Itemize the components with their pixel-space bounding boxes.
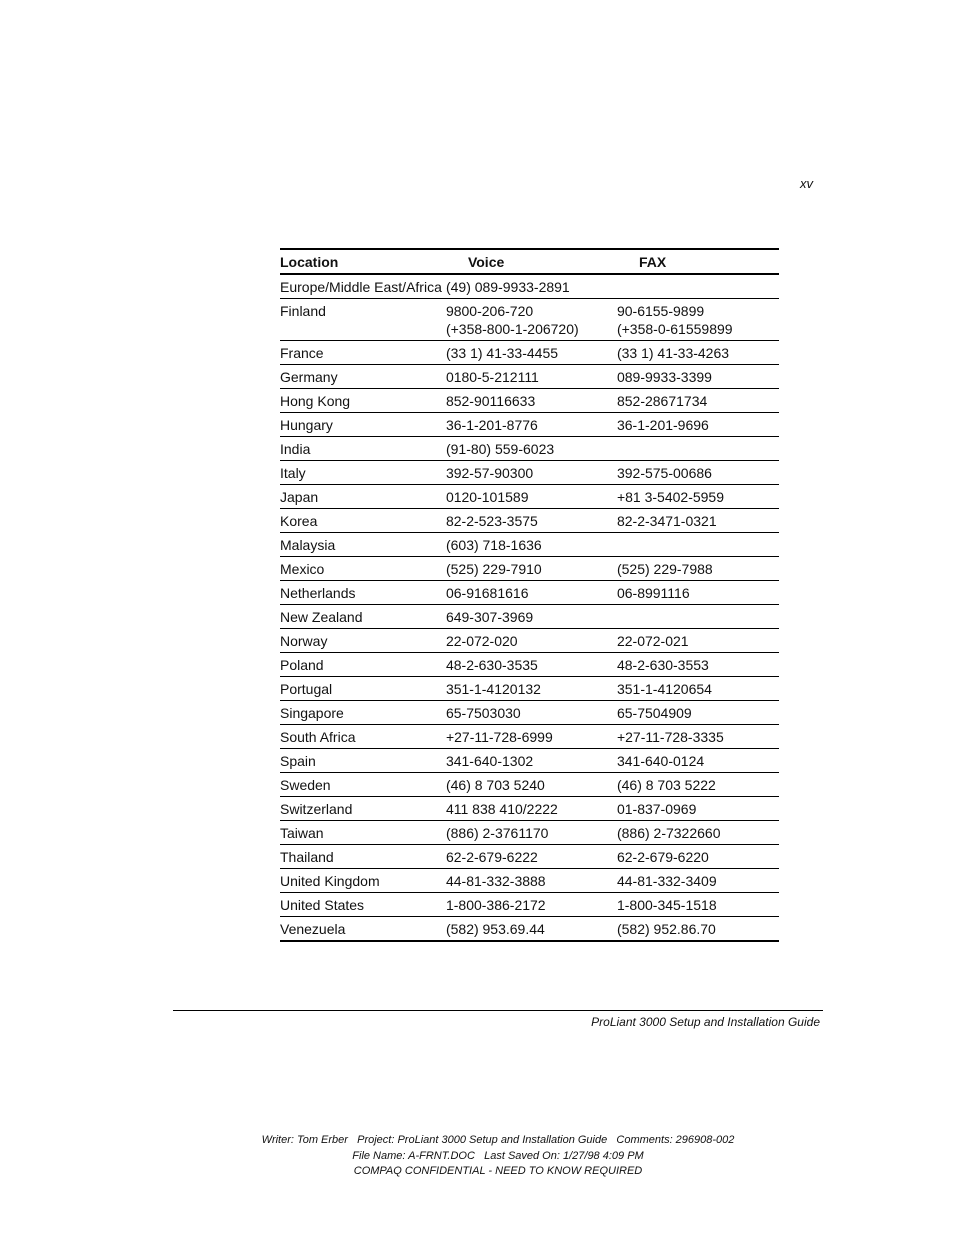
cell-location: Hungary (280, 413, 446, 437)
cell-fax (617, 917, 779, 942)
page-number: xv (800, 176, 813, 191)
table-row (280, 845, 779, 869)
fax-number: (46) 8 703 5222 (616, 777, 716, 793)
table-row (280, 821, 779, 845)
cell-fax (617, 677, 779, 701)
table-row (280, 389, 779, 413)
cell-voice (446, 749, 617, 773)
cell-location: India (280, 437, 446, 461)
cell-voice (446, 725, 617, 749)
cell-location: Mexico (280, 557, 446, 581)
table-row (280, 917, 779, 942)
cell-voice (446, 797, 617, 821)
contact-table (280, 248, 779, 942)
voice-number: (582) 953.69.44 (445, 921, 545, 937)
cell-location: Hong Kong (280, 389, 446, 413)
table-row (280, 461, 779, 485)
fax-number: 351-1-4120654 (616, 681, 712, 697)
table-row (280, 274, 779, 299)
meta-line-confidential: COMPAQ CONFIDENTIAL - NEED TO KNOW REQUIRED (353, 1165, 643, 1177)
cell-voice (446, 629, 617, 653)
footer-title: ProLiant 3000 Setup and Installation Guide (591, 1015, 820, 1029)
cell-voice (446, 341, 617, 365)
cell-voice (446, 365, 617, 389)
cell-fax (617, 389, 779, 413)
cell-fax (617, 605, 779, 629)
cell-location: United Kingdom (280, 869, 446, 893)
cell-location: Netherlands (280, 581, 446, 605)
table-row (280, 629, 779, 653)
fax-number: (886) 2-7322660 (616, 825, 721, 841)
table-row (280, 437, 779, 461)
voice-number: 411 838 410/2222 (445, 801, 558, 817)
voice-number: 1-800-386-2172 (445, 897, 546, 913)
fax-number: 852-28671734 (616, 393, 708, 409)
cell-location: South Africa (280, 725, 446, 749)
cell-voice (446, 389, 617, 413)
cell-location: Singapore (280, 701, 446, 725)
cell-voice (446, 485, 617, 509)
cell-location: Italy (280, 461, 446, 485)
voice-number: (49) 089-9933-2891 (445, 279, 570, 295)
table-row (280, 749, 779, 773)
voice-number: 06-91681616 (445, 585, 529, 601)
voice-number: (46) 8 703 5240 (445, 777, 545, 793)
cell-fax (617, 509, 779, 533)
voice-number: (603) 718-1636 (445, 537, 542, 553)
cell-location: Japan (280, 485, 446, 509)
voice-number: 341-640-1302 (445, 753, 534, 769)
voice-number: 65-7503030 (445, 705, 521, 721)
fax-number: 82-2-3471-0321 (616, 513, 717, 529)
table-row (280, 653, 779, 677)
cell-fax (617, 413, 779, 437)
cell-fax (617, 821, 779, 845)
table-row (280, 677, 779, 701)
voice-number: 649-307-3969 (445, 609, 534, 625)
cell-fax (617, 893, 779, 917)
fax-number: +81 3-5402-5959 (616, 489, 725, 505)
fax-number: 62-2-679-6220 (616, 849, 709, 865)
cell-voice (446, 437, 617, 461)
fax-number: 44-81-332-3409 (616, 873, 717, 889)
cell-location: Portugal (280, 677, 446, 701)
table-row (280, 365, 779, 389)
cell-location: United States (280, 893, 446, 917)
fax-number: 90-6155-9899 (616, 303, 705, 319)
meta-line-writer: Writer: Tom Erber Project: ProLiant 3000 Setup and Installation Guide Comments: 296908-002 (261, 1134, 735, 1146)
fax-number: 089-9933-3399 (616, 369, 712, 385)
table-row (280, 509, 779, 533)
cell-voice (446, 461, 617, 485)
cell-fax (617, 437, 779, 461)
voice-number: 392-57-90300 (445, 465, 534, 481)
cell-fax (617, 797, 779, 821)
table-row (280, 797, 779, 821)
cell-fax (617, 533, 779, 557)
table-row (280, 605, 779, 629)
cell-location: Europe/Middle East/Africa (280, 279, 442, 295)
cell-voice (446, 677, 617, 701)
cell-voice (446, 299, 617, 341)
table-row (280, 341, 779, 365)
cell-fax (617, 557, 779, 581)
cell-voice (446, 413, 617, 437)
fax-number: (33 1) 41-33-4263 (616, 345, 730, 361)
cell-fax (617, 365, 779, 389)
cell-voice (446, 845, 617, 869)
fax-number: 01-837-0969 (616, 801, 697, 817)
fax-number: 36-1-201-9696 (616, 417, 709, 433)
header-voice: Voice (446, 249, 617, 274)
cell-location: Malaysia (280, 533, 446, 557)
cell-location: Poland (280, 653, 446, 677)
table-row (280, 893, 779, 917)
cell-voice (446, 821, 617, 845)
fax-number: (582) 952.86.70 (616, 921, 716, 937)
cell-fax (617, 701, 779, 725)
cell-location: Taiwan (280, 821, 446, 845)
cell-location: Korea (280, 509, 446, 533)
cell-location: Sweden (280, 773, 446, 797)
fax-number: 22-072-021 (616, 633, 689, 649)
table-header-row (280, 249, 779, 274)
cell-voice (446, 557, 617, 581)
cell-voice (446, 274, 617, 299)
footer-rule (173, 1010, 823, 1011)
voice-number: 0120-101589 (445, 489, 529, 505)
table-row (280, 581, 779, 605)
fax-number: 392-575-00686 (616, 465, 712, 481)
header-fax: FAX (617, 249, 779, 274)
voice-number: +27-11-728-6999 (445, 729, 553, 745)
cell-fax (617, 869, 779, 893)
fax-number: 48-2-630-3553 (616, 657, 709, 673)
fax-number: 1-800-345-1518 (616, 897, 717, 913)
voice-number: (33 1) 41-33-4455 (445, 345, 559, 361)
cell-fax (617, 341, 779, 365)
voice-number: (525) 229-7910 (445, 561, 542, 577)
cell-location: Thailand (280, 845, 446, 869)
voice-number: 351-1-4120132 (445, 681, 541, 697)
cell-voice (446, 581, 617, 605)
fax-number: +27-11-728-3335 (616, 729, 724, 745)
cell-fax (617, 749, 779, 773)
cell-fax (617, 274, 779, 299)
document-metadata (173, 1133, 823, 1180)
table-row (280, 725, 779, 749)
cell-fax (617, 629, 779, 653)
table-row (280, 557, 779, 581)
meta-line-file: File Name: A-FRNT.DOC Last Saved On: 1/27/98 4:09 PM (352, 1149, 644, 1162)
fax-number: 341-640-0124 (616, 753, 705, 769)
voice-number: 9800-206-720 (445, 303, 534, 319)
voice-number: 82-2-523-3575 (445, 513, 538, 529)
cell-location: Spain (280, 749, 446, 773)
table-row (280, 701, 779, 725)
voice-number: 62-2-679-6222 (445, 849, 538, 865)
fax-number: 65-7504909 (616, 705, 692, 721)
cell-voice (446, 893, 617, 917)
voice-number: 852-90116633 (445, 393, 536, 409)
cell-location: Finland (280, 299, 446, 341)
cell-fax (617, 581, 779, 605)
cell-location: Germany (280, 365, 446, 389)
cell-voice (446, 917, 617, 942)
cell-fax (617, 773, 779, 797)
voice-number: 44-81-332-3888 (445, 873, 546, 889)
cell-fax (617, 461, 779, 485)
voice-number: (886) 2-3761170 (445, 825, 549, 841)
fax-number: (525) 229-7988 (616, 561, 713, 577)
voice-number: 0180-5-212111 (445, 369, 539, 385)
table-row (280, 869, 779, 893)
cell-fax (617, 653, 779, 677)
fax-number: 06-8991116 (616, 585, 690, 601)
table-row (280, 773, 779, 797)
table-row (280, 299, 779, 341)
table-row (280, 485, 779, 509)
cell-fax (617, 299, 779, 341)
fax-number: (+358-0-61559899 (616, 321, 733, 337)
voice-number: 48-2-630-3535 (445, 657, 538, 673)
cell-voice (446, 653, 617, 677)
cell-voice (446, 701, 617, 725)
cell-voice (446, 533, 617, 557)
table-row (280, 533, 779, 557)
voice-number: (91-80) 559-6023 (445, 441, 555, 457)
cell-fax (617, 485, 779, 509)
cell-location: France (280, 341, 446, 365)
cell-location: New Zealand (280, 605, 446, 629)
cell-voice (446, 509, 617, 533)
table-body (280, 274, 779, 941)
cell-location: Switzerland (280, 797, 446, 821)
cell-location: Venezuela (280, 917, 446, 942)
table-row (280, 413, 779, 437)
cell-location: Norway (280, 629, 446, 653)
cell-voice (446, 605, 617, 629)
header-location: Location (280, 249, 446, 274)
voice-number: 36-1-201-8776 (445, 417, 538, 433)
cell-fax (617, 845, 779, 869)
cell-voice (446, 869, 617, 893)
cell-fax (617, 725, 779, 749)
voice-number: 22-072-020 (445, 633, 518, 649)
cell-voice (446, 773, 617, 797)
voice-number: (+358-800-1-206720) (445, 321, 579, 337)
